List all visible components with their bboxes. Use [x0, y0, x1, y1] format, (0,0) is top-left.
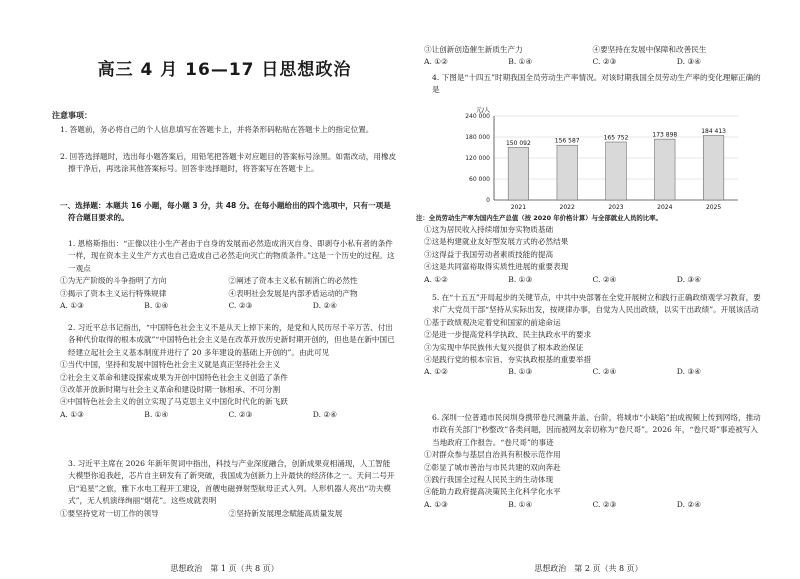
option: ①为无产阶级的斗争指明了方向: [60, 276, 167, 286]
section-heading: 一、选择题：本题共 16 小题，每小题 3 分，共 48 分。在每小题给出的四个选项中，只有一项是符合题目要求的。: [60, 201, 391, 223]
option: ④要坚持在发展中保障和改善民生: [592, 45, 707, 54]
choice-c: C. ②③: [592, 57, 617, 67]
y-tick-label: 60 000: [469, 176, 490, 183]
option: ②阐述了资本主义私有制消亡的必然性: [228, 276, 358, 286]
option: ③践行我国全过程人民民主的生动体现: [424, 475, 554, 485]
question-stem: 2. 习近平总书记指出，“中国特色社会主义不是从天上掉下来的，是党和人民历尽千辛万苦、付出各种代价取得的根本成就”“中国特色社会主义是在改革开放历史新时期开创的，但也是在新中国已经建立起社会主义基本制度并进行了 20 多年建设的基础上开创的”。由此可见: [68, 323, 395, 357]
y-tick-label: 240 000: [465, 113, 490, 120]
question-1: [52, 238, 397, 312]
choice-d: D. ③④: [676, 367, 702, 377]
choice-b: B. ①③: [508, 274, 533, 284]
option: ③这得益于我国劳动者素质技能的提高: [424, 249, 554, 259]
option: ④能助力政府提高决策民主化科学化水平: [424, 487, 561, 497]
y-axis-label: 元/人: [475, 107, 490, 114]
choice-d: D. ②④: [676, 499, 702, 509]
footer-page-2: 思想政治 第 2 页（共 8 页）: [534, 564, 643, 573]
question-5: [416, 292, 761, 379]
choice-b: B. ①④: [508, 57, 533, 67]
question-stem: 4. 下图是“十四五”时期我国全员劳动生产率情况。对该时期我国全员劳动生产率的变化理解正确的是: [432, 73, 761, 95]
x-tick-label: 2025: [705, 204, 722, 211]
question-3: [52, 458, 397, 520]
choice-d: D. ②④: [312, 409, 338, 419]
notice-1: 1. 答题前，务必将自己的个人信息填写在答题卡上，并将条形码粘贴在答题卡上的指定位置。: [60, 125, 374, 134]
question-3-continued: [416, 44, 761, 69]
bar: [508, 147, 528, 200]
choice-b: B. ①④: [144, 409, 169, 419]
option: ③揭示了资本主义运行特殊规律: [60, 288, 167, 298]
option: ④中国特色社会主义的创立实现了马克思主义中国化时代化的新飞跃: [60, 397, 288, 407]
question-stem: 5. 在“十五五”开局起步的关键节点，中共中央部署在全党开展树立和践行正确政绩观学习教育，要求广大党员干部“坚持从实际出发，按规律办事，自觉为人民出政绩，以实干出政绩”。开展该活动: [432, 293, 761, 315]
choice-b: B. ①④: [508, 499, 533, 509]
choice-a: A. ①③: [60, 301, 84, 311]
choice-c: C. ②③: [228, 409, 253, 419]
option: ②这是构建就业友好型发展方式的必然结果: [424, 237, 569, 247]
y-tick-label: 0: [486, 197, 490, 204]
option: ①要坚持党对一切工作的领导: [60, 508, 159, 518]
bar: [606, 142, 626, 200]
choice-d: D. ③④: [676, 57, 702, 67]
choice-c: C. ②③: [228, 301, 253, 311]
question-4-options: [416, 224, 761, 286]
choice-d: D. ②④: [312, 301, 338, 311]
option: ②社会主义革命和建设探索成果为开创中国特色社会主义创造了条件: [60, 372, 288, 382]
choice-b: B. ①④: [144, 301, 169, 311]
choice-c: C. ②④: [592, 367, 617, 377]
bar-value-label: 150 092: [505, 139, 531, 147]
choice-b: B. ①③: [508, 367, 533, 377]
exam-title: 高三 4 月 16—17 日思想政治: [97, 60, 352, 80]
option: ④表明社会发展是内部矛盾运动的产物: [228, 288, 358, 298]
bar: [655, 139, 675, 200]
page-2: [416, 0, 761, 579]
chart-note: 注：全员劳动生产率为国内生产总值（按 2020 年价格计算）与全部就业人员的比率。: [416, 214, 662, 222]
choice-a: A. ①②: [424, 274, 448, 284]
bar-value-label: 184 413: [701, 127, 727, 135]
bar: [557, 145, 577, 200]
option: ③让创新创造催生新质生产力: [424, 45, 523, 54]
x-tick-label: 2023: [608, 204, 624, 211]
choice-a: A. ①②: [424, 367, 448, 377]
choice-c: C. ②③: [592, 499, 617, 509]
option: ③为实现中华民族伟大复兴提供了根本政治保证: [424, 342, 584, 352]
notice-heading: 注意事项：: [52, 111, 92, 120]
question-stem: 6. 深圳一位普通市民闵圳身携带卷尺测量井盖、台阶，将城市“小缺陷”拍成视频上传到网络，推动市政有关部门“秒整改”各类问题，因而被网友亲切称为“卷尺哥”。2026 年，“卷尺哥”事迹被写入当地政府工作报告。“卷尺哥”的事迹: [432, 413, 761, 447]
choice-a: A. ①②: [424, 57, 448, 67]
x-tick-label: 2021: [510, 204, 527, 211]
bar-chart-svg: [446, 104, 746, 216]
choice-c: C. ②④: [592, 274, 617, 284]
notice-2: 2. 回答选择题时，选出每小题答案后，用铅笔把答题卡对应题目的答案标号涂黑。如需改动，用橡皮擦干净后，再选涂其他答案标号。回答非选择题时，将答案写在答题卡上。: [60, 152, 397, 174]
bar-value-label: 173 898: [652, 131, 678, 139]
footer-page-1: 思想政治 第 1 页（共 8 页）: [170, 564, 279, 573]
option: ①当代中国，坚持和发展中国特色社会主义就是真正坚持社会主义: [60, 360, 281, 370]
x-tick-label: 2024: [657, 204, 673, 211]
y-tick-label: 180 000: [465, 134, 490, 141]
option: ④是践行党的根本宗旨、夯实执政根基的重要举措: [424, 355, 592, 365]
option: ②彰显了城市善治与市民共建的双向奔赴: [424, 462, 561, 472]
option: ③改革开放新时期与社会主义革命和建设时期一脉相承、不可分割: [60, 385, 281, 395]
productivity-chart: [446, 104, 746, 216]
bar-value-label: 165 752: [603, 134, 629, 142]
question-stem: 3. 习近平主席在 2026 年新年贺词中指出，科技与产业深度融合，创新成果竞相涌现，人工智能大模型你追我赶，芯片自主研发有了新突破，我国成为创新力上升最快的经济体之一。天问二号开启“追星”之旅，雅下水电工程开工建设，首艘电磁弹射型航母正式入列。人形机器人亮出“功夫模式”，无人机演绎绚丽“烟花”。这些成就表明: [68, 459, 395, 506]
bar: [703, 135, 723, 200]
option: ①对群众参与基层自治具有积极示范作用: [424, 450, 561, 460]
option: ②是进一步提高党科学执政、民主执政水平的要求: [424, 330, 592, 340]
question-stem: 1. 恩格斯指出：“正像以往小生产者由于自身的发展而必然造成消灭自身、即剥夺小私有者的条件一样，现在资本主义生产方式也自己造成自己必然走向灭亡的物质条件。”这是一个历史的过程。这一观点: [68, 239, 395, 273]
option: ①这为居民收入持续增加夯实物质基础: [424, 225, 554, 234]
choice-d: D. ③④: [676, 274, 702, 284]
option: ④这是共同富裕取得实质性进展的重要表现: [424, 262, 569, 272]
question-4: [416, 72, 761, 97]
option: ②坚持新发展理念赋能高质量发展: [228, 508, 343, 518]
x-tick-label: 2022: [559, 204, 575, 211]
question-2: [52, 322, 397, 421]
y-tick-label: 120 000: [465, 155, 490, 162]
bar-value-label: 156 587: [554, 137, 580, 145]
choice-a: A. ①③: [60, 409, 84, 419]
option: ①基于政绩观决定着党和国家的前途命运: [424, 317, 561, 327]
page-1: [52, 0, 397, 579]
question-6: [416, 412, 761, 511]
choice-a: A. ①③: [424, 499, 448, 509]
